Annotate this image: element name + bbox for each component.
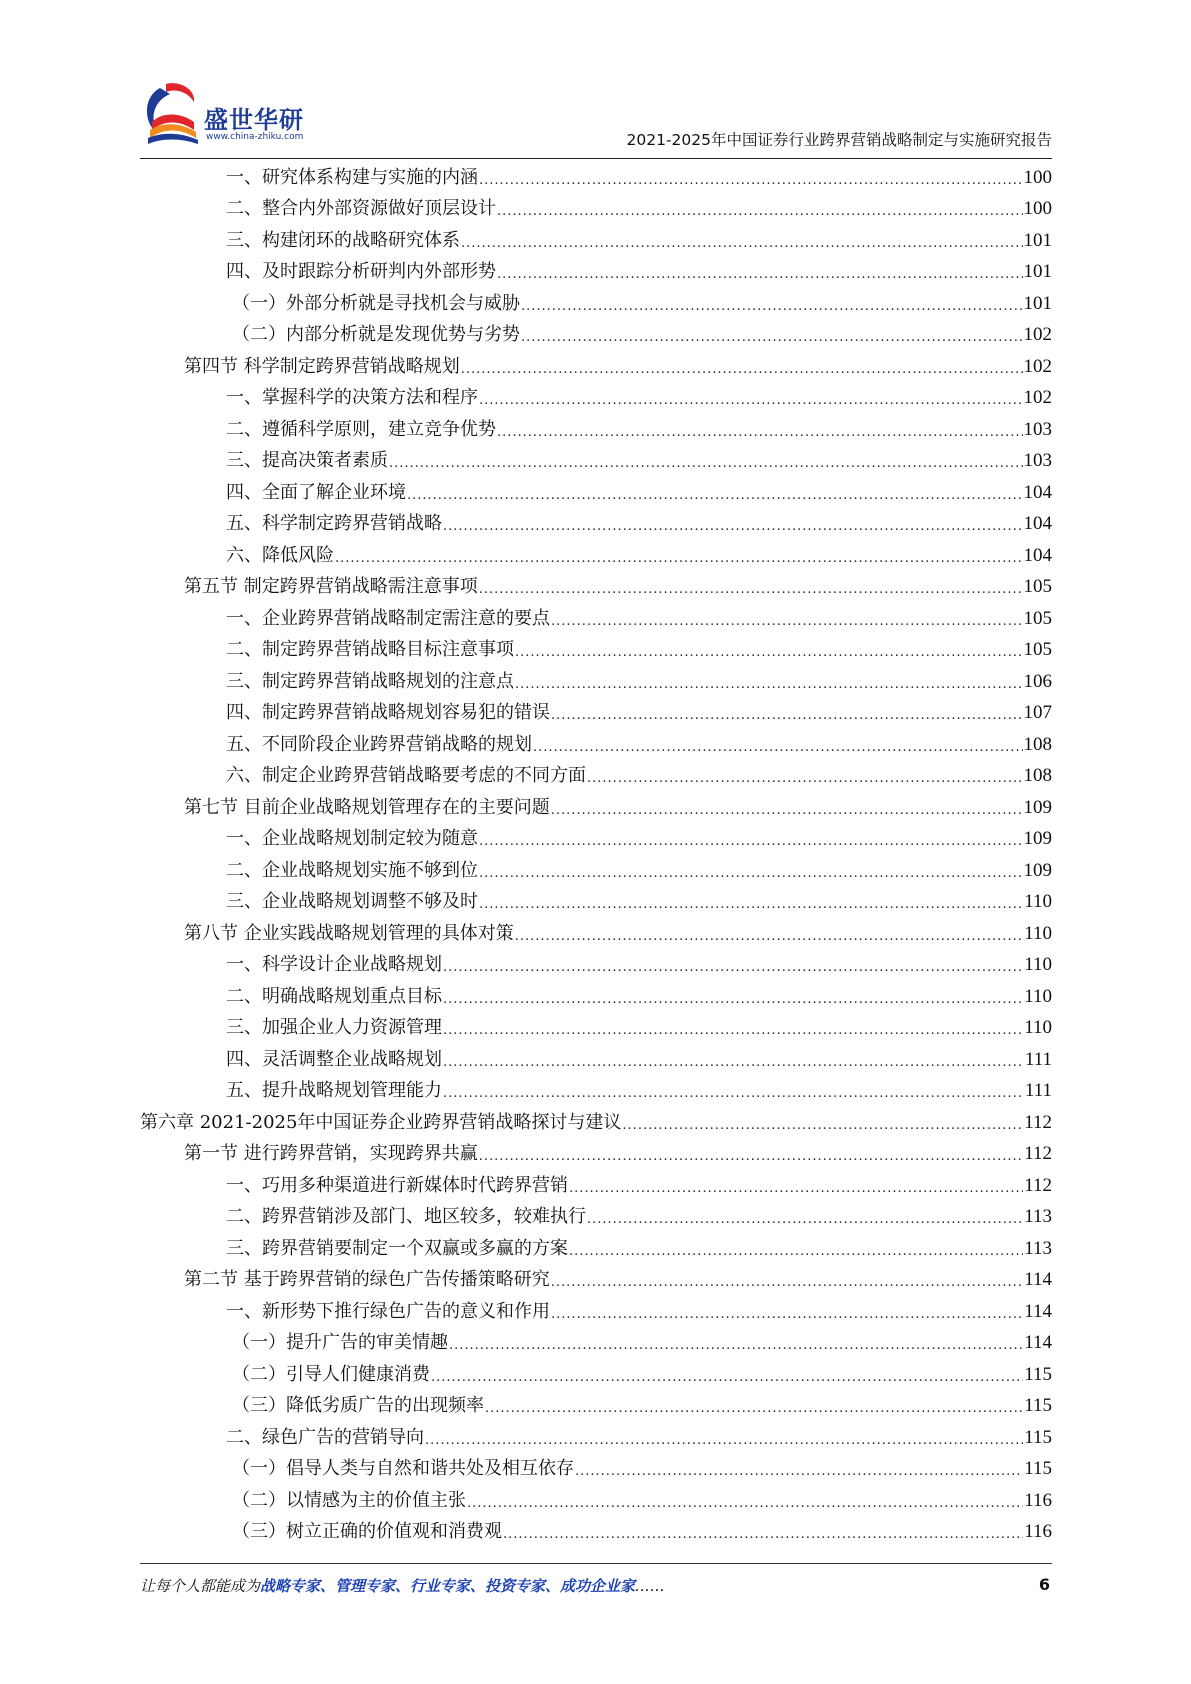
document-title: 2021-2025年中国证券行业跨界营销战略制定与实施研究报告 [626, 131, 1052, 149]
toc-entry-title: 二、遵循科学原则，建立竞争优势 [226, 418, 496, 440]
slogan-highlight: 战略专家、管理专家、行业专家、投资专家、成功企业家 [260, 1577, 636, 1595]
toc-entry-title: 一、企业跨界营销战略制定需注意的要点 [226, 607, 550, 629]
toc-entry-title: 一、新形势下推行绿色广告的意义和作用 [226, 1300, 550, 1322]
toc-entry-page: 104 [1023, 481, 1052, 503]
toc-entry[interactable] [140, 664, 1052, 696]
toc-leader-dots [479, 866, 1023, 882]
toc-entry-page: 103 [1023, 450, 1052, 471]
toc-entry-title: 五、提升战略规划管理能力 [226, 1080, 442, 1101]
toc-entry[interactable] [140, 1042, 1052, 1074]
toc-entry-page: 109 [1023, 828, 1052, 849]
toc-leader-dots [443, 1086, 1024, 1102]
toc-leader-dots [551, 708, 1023, 724]
toc-entry-title: 三、制定跨界营销战略规划的注意点 [226, 670, 514, 692]
toc-entry[interactable] [140, 1168, 1052, 1200]
toc-entry-title: （三）降低劣质广告的出现频率 [232, 1395, 484, 1416]
toc-entry-title: 二、制定跨界营销战略目标注意事项 [226, 639, 514, 660]
toc-entry-page: 110 [1024, 985, 1052, 1007]
toc-entry[interactable] [140, 1357, 1052, 1389]
toc-leader-dots [479, 393, 1023, 409]
toc-entry-page: 102 [1023, 324, 1052, 345]
slogan-prefix: 让每个人都能成为 [140, 1577, 261, 1595]
toc-entry-page: 113 [1024, 1237, 1052, 1259]
toc-leader-dots [587, 771, 1023, 787]
toc-entry-title: （三）树立正确的价值观和消费观 [232, 1521, 502, 1542]
toc-leader-dots [533, 740, 1023, 756]
brand-url: www.china-zhiku.com [206, 132, 304, 142]
toc-entry[interactable] [140, 192, 1052, 224]
toc-entry-title: 第五节 制定跨界营销战略需注意事项 [184, 576, 478, 597]
toc-entry[interactable] [140, 507, 1052, 539]
page-header [140, 78, 1052, 158]
toc-entry[interactable] [140, 822, 1052, 854]
toc-entry[interactable] [140, 1294, 1052, 1326]
toc-entry-page: 107 [1023, 702, 1052, 723]
toc-entry-page: 109 [1023, 859, 1052, 881]
toc-entry-title: 一、研究体系构建与实施的内涵 [226, 166, 478, 188]
toc-entry[interactable] [140, 979, 1052, 1011]
toc-entry[interactable] [140, 286, 1052, 318]
page-footer [140, 1575, 1052, 1601]
toc-entry-title: 三、构建闭环的战略研究体系 [226, 229, 460, 251]
toc-entry-page: 104 [1023, 513, 1052, 534]
toc-entry-page: 104 [1023, 544, 1052, 566]
toc-leader-dots [575, 1464, 1023, 1480]
toc-entry-page: 116 [1024, 1489, 1052, 1511]
toc-entry[interactable] [140, 759, 1052, 791]
toc-leader-dots [467, 1496, 1023, 1512]
toc-entry-page: 114 [1024, 1269, 1052, 1290]
toc-leader-dots [515, 677, 1023, 693]
toc-entry-page: 116 [1024, 1521, 1052, 1542]
header-divider [140, 158, 1052, 159]
toc-entry-page: 106 [1023, 670, 1052, 692]
toc-entry-page: 111 [1024, 1048, 1052, 1070]
toc-leader-dots [551, 1275, 1023, 1291]
toc-leader-dots [407, 488, 1023, 504]
toc-entry[interactable] [140, 223, 1052, 255]
toc-leader-dots [503, 1527, 1023, 1543]
toc-entry-page: 100 [1023, 166, 1052, 188]
toc-leader-dots [551, 803, 1023, 819]
toc-entry-title: 一、巧用多种渠道进行新媒体时代跨界营销 [226, 1174, 568, 1196]
toc-entry-page: 102 [1023, 387, 1052, 408]
toc-entry-page: 108 [1023, 765, 1052, 786]
toc-entry-page: 101 [1023, 261, 1052, 282]
toc-entry-page: 101 [1023, 229, 1052, 251]
toc-entry-title: 六、降低风险 [226, 544, 334, 566]
toc-leader-dots [479, 897, 1023, 913]
toc-entry-title: （一）倡导人类与自然和谐共处及相互依存 [232, 1458, 574, 1479]
toc-leader-dots [521, 299, 1023, 315]
toc-entry[interactable] [140, 444, 1052, 476]
toc-entry-title: 四、全面了解企业环境 [226, 481, 406, 503]
toc-leader-dots [389, 456, 1023, 472]
brand-name: 盛世华研 [204, 106, 304, 134]
toc-entry-page: 105 [1023, 607, 1052, 629]
toc-entry-page: 108 [1023, 733, 1052, 755]
toc-entry[interactable] [140, 1231, 1052, 1263]
toc-entry-title: 一、企业战略规划制定较为随意 [226, 828, 478, 849]
toc-entry-title: 第二节 基于跨界营销的绿色广告传播策略研究 [184, 1269, 550, 1290]
toc-entry[interactable] [140, 1389, 1052, 1421]
toc-leader-dots [479, 834, 1023, 850]
toc-entry-page: 100 [1023, 198, 1052, 219]
toc-entry-page: 101 [1023, 292, 1052, 314]
toc-leader-dots [443, 1055, 1024, 1071]
toc-leader-dots [587, 1212, 1023, 1228]
toc-entry-title: 二、整合内外部资源做好顶层设计 [226, 198, 496, 219]
toc-entry[interactable] [140, 570, 1052, 602]
toc-entry[interactable] [140, 853, 1052, 885]
toc-entry[interactable] [140, 1011, 1052, 1043]
toc-entry-page: 110 [1024, 954, 1052, 975]
toc-leader-dots [497, 204, 1023, 220]
toc-entry-page: 110 [1024, 891, 1052, 912]
toc-entry-page: 110 [1024, 922, 1052, 944]
toc-entry[interactable] [140, 916, 1052, 948]
toc-entry-page: 112 [1024, 1111, 1052, 1133]
toc-entry-title: 三、跨界营销要制定一个双赢或多赢的方案 [226, 1237, 568, 1259]
toc-entry[interactable] [140, 727, 1052, 759]
toc-entry-title: （二）引导人们健康消费 [232, 1363, 430, 1385]
toc-leader-dots [551, 614, 1023, 630]
toc-entry-page: 114 [1024, 1332, 1052, 1353]
footer-slogan [140, 1575, 665, 1596]
toc-entry[interactable] [140, 1074, 1052, 1106]
toc-entry-title: 二、跨界营销涉及部门、地区较多，较难执行 [226, 1206, 586, 1227]
page-number: 6 [1038, 1575, 1050, 1594]
toc-leader-dots [461, 236, 1023, 252]
toc-leader-dots [551, 1307, 1023, 1323]
toc-leader-dots [479, 173, 1023, 189]
toc-entry-page: 110 [1024, 1017, 1052, 1038]
toc-entry-page: 105 [1023, 639, 1052, 660]
toc-entry[interactable] [140, 1452, 1052, 1484]
toc-entry-title: 二、企业战略规划实施不够到位 [226, 859, 478, 881]
toc-entry[interactable] [140, 318, 1052, 350]
toc-leader-dots [443, 992, 1023, 1008]
toc-entry-title: 四、灵活调整企业战略规划 [226, 1048, 442, 1070]
toc-leader-dots [443, 519, 1023, 535]
toc-entry-page: 105 [1023, 576, 1052, 597]
footer-divider [140, 1563, 1052, 1564]
toc-entry[interactable] [140, 1483, 1052, 1515]
toc-entry[interactable] [140, 1105, 1052, 1137]
toc-entry[interactable] [140, 948, 1052, 980]
toc-leader-dots [461, 362, 1023, 378]
toc-leader-dots [569, 1181, 1023, 1197]
toc-leader-dots [497, 267, 1023, 283]
toc-entry[interactable] [140, 1137, 1052, 1169]
toc-entry[interactable] [140, 349, 1052, 381]
toc-entry-title: 三、加强企业人力资源管理 [226, 1017, 442, 1038]
toc-entry-page: 115 [1024, 1363, 1052, 1385]
toc-entry-page: 113 [1024, 1206, 1052, 1227]
toc-entry-page: 115 [1024, 1458, 1052, 1479]
toc-entry[interactable] [140, 1200, 1052, 1232]
toc-entry-title: 三、提高决策者素质 [226, 450, 388, 471]
toc-leader-dots [431, 1370, 1023, 1386]
toc-leader-dots [515, 645, 1023, 661]
toc-entry[interactable] [140, 538, 1052, 570]
toc-entry-title: 一、掌握科学的决策方法和程序 [226, 387, 478, 408]
toc-leader-dots [497, 425, 1023, 441]
toc-entry-title: （一）外部分析就是寻找机会与威胁 [232, 292, 520, 314]
toc-leader-dots [521, 330, 1023, 346]
logo-emblem-icon [140, 82, 204, 148]
toc-leader-dots [622, 1118, 1023, 1134]
toc-entry-title: 第一节 进行跨界营销，实现跨界共赢 [184, 1143, 478, 1164]
toc-entry-title: 二、明确战略规划重点目标 [226, 985, 442, 1007]
toc-entry-title: （二）以情感为主的价值主张 [232, 1489, 466, 1511]
toc-entry-title: 三、企业战略规划调整不够及时 [226, 891, 478, 912]
toc-entry[interactable] [140, 601, 1052, 633]
toc-entry[interactable] [140, 1326, 1052, 1358]
toc-entry-page: 112 [1024, 1174, 1052, 1196]
toc-leader-dots [515, 929, 1023, 945]
toc-entry-title: （二）内部分析就是发现优势与劣势 [232, 324, 520, 345]
toc-entry-title: 四、及时跟踪分析研判内外部形势 [226, 261, 496, 282]
toc-entry-title: （一）提升广告的审美情趣 [232, 1332, 448, 1353]
toc-entry-title: 五、科学制定跨界营销战略 [226, 513, 442, 534]
toc-entry-title: 第七节 目前企业战略规划管理存在的主要问题 [184, 796, 550, 818]
toc-entry-page: 115 [1024, 1395, 1052, 1416]
toc-entry[interactable] [140, 885, 1052, 917]
toc-entry[interactable] [140, 475, 1052, 507]
toc-entry-title: 第六章 2021-2025年中国证券企业跨界营销战略探讨与建议 [140, 1111, 622, 1133]
toc-entry[interactable] [140, 255, 1052, 287]
toc-entry-page: 115 [1024, 1426, 1052, 1448]
toc-entry-title: 四、制定跨界营销战略规划容易犯的错误 [226, 702, 550, 723]
toc-leader-dots [569, 1244, 1023, 1260]
toc-entry[interactable] [140, 160, 1052, 192]
toc-entry-page: 114 [1024, 1300, 1052, 1322]
toc-entry[interactable] [140, 696, 1052, 728]
toc-leader-dots [449, 1338, 1023, 1354]
slogan-suffix: …… [635, 1577, 666, 1595]
toc-entry-title: 第四节 科学制定跨界营销战略规划 [184, 355, 460, 377]
toc-leader-dots [443, 960, 1023, 976]
toc-leader-dots [479, 582, 1023, 598]
toc-entry[interactable] [140, 790, 1052, 822]
toc-leader-dots [425, 1433, 1023, 1449]
toc-entry-page: 109 [1023, 796, 1052, 818]
toc-entry-title: 六、制定企业跨界营销战略要考虑的不同方面 [226, 765, 586, 786]
toc-entry-title: 一、科学设计企业战略规划 [226, 954, 442, 975]
toc-entry[interactable] [140, 1420, 1052, 1452]
toc-leader-dots [335, 551, 1023, 567]
toc-entry-page: 103 [1023, 418, 1052, 440]
brand-logo [140, 82, 310, 152]
toc-entry-page: 112 [1024, 1143, 1052, 1164]
toc-entry[interactable] [140, 381, 1052, 413]
table-of-contents [140, 160, 1052, 1546]
toc-entry-title: 第八节 企业实践战略规划管理的具体对策 [184, 922, 514, 944]
toc-entry-page: 111 [1024, 1080, 1052, 1101]
toc-leader-dots [479, 1149, 1023, 1165]
toc-entry[interactable] [140, 633, 1052, 665]
toc-leader-dots [485, 1401, 1023, 1417]
toc-entry-title: 五、不同阶段企业跨界营销战略的规划 [226, 733, 532, 755]
toc-entry[interactable] [140, 1263, 1052, 1295]
toc-entry-page: 102 [1023, 355, 1052, 377]
toc-entry[interactable] [140, 1515, 1052, 1547]
toc-leader-dots [443, 1023, 1023, 1039]
toc-entry-title: 二、绿色广告的营销导向 [226, 1426, 424, 1448]
toc-entry[interactable] [140, 412, 1052, 444]
